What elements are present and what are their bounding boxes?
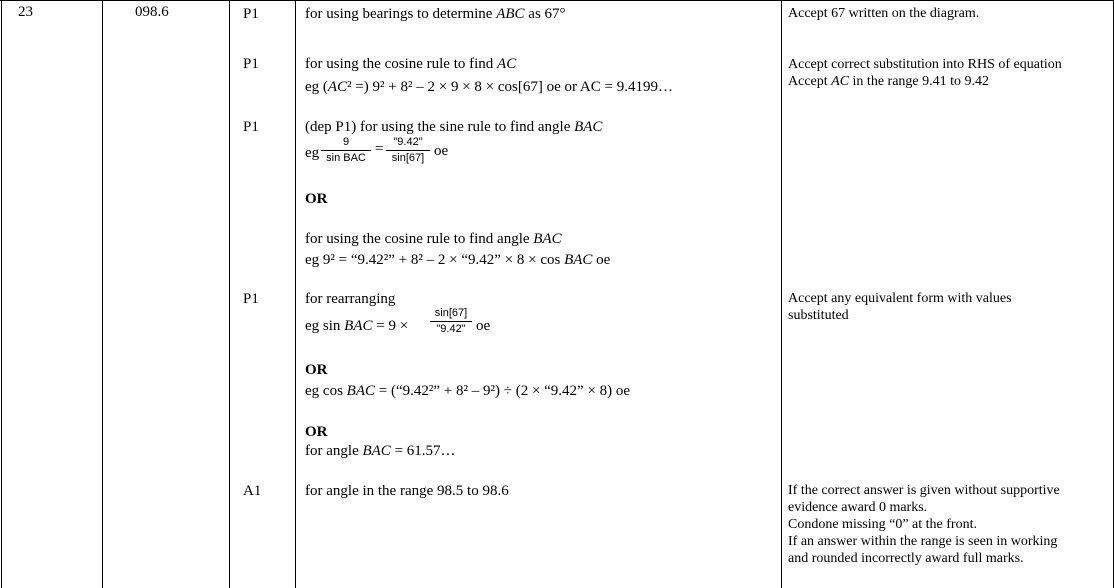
- equals-sign: =: [375, 141, 384, 157]
- answer-value: 098.6: [135, 4, 169, 20]
- guidance-text: evidence award 0 marks.: [788, 500, 928, 515]
- or-separator: OR: [305, 191, 328, 207]
- column-divider-question: [102, 0, 103, 588]
- column-divider-mark: [295, 0, 296, 588]
- guidance-text: Accept 67 written on the diagram.: [788, 6, 980, 21]
- fraction-denominator: sin BAC: [326, 152, 366, 164]
- working-text: (dep P1) for using the sine rule to find angle BAC: [305, 119, 603, 135]
- fraction-bar: [430, 321, 472, 322]
- oe-label: oe: [434, 143, 449, 159]
- working-example: eg 9² = “9.42²” + 8² – 2 × “9.42” × 8 × cos BAC oe: [305, 252, 611, 268]
- mark-code: P1: [243, 119, 259, 135]
- guidance-text: Condone missing “0” at the front.: [788, 517, 977, 532]
- mark-code: P1: [243, 6, 259, 22]
- mark-code: P1: [243, 56, 259, 72]
- oe-label: oe: [476, 318, 491, 334]
- table-left-border: [1, 0, 2, 588]
- working-example: eg (AC² =) 9² + 8² – 2 × 9 × 8 × cos[67] oe or AC = 9.4199…: [305, 79, 673, 95]
- working-text: for using bearings to determine ABC as 67°: [305, 6, 566, 22]
- guidance-text: If the correct answer is given without supportive: [788, 483, 1060, 498]
- question-number: 23: [18, 4, 33, 20]
- fraction-bar: [386, 150, 430, 151]
- table-top-border: [0, 0, 1114, 1]
- column-divider-answer: [229, 0, 230, 588]
- guidance-text: and rounded incorrectly award full marks.: [788, 551, 1024, 566]
- fraction-numerator: 9: [342, 136, 350, 148]
- fraction-denominator: sin[67]: [391, 152, 425, 164]
- example-label: eg: [305, 145, 320, 161]
- guidance-text: Accept any equivalent form with values: [788, 291, 1012, 306]
- working-example: eg sin BAC = 9 ×: [305, 318, 409, 334]
- or-separator: OR: [305, 362, 328, 378]
- fraction-denominator: "9.42": [436, 323, 466, 335]
- working-text: for rearranging: [305, 291, 396, 307]
- fraction-bar: [321, 150, 371, 151]
- guidance-text: substituted: [788, 308, 849, 323]
- working-text: for using the cosine rule to find AC: [305, 56, 517, 72]
- guidance-text: Accept correct substitution into RHS of equation: [788, 57, 1062, 72]
- fraction-numerator: sin[67]: [434, 307, 468, 319]
- mark-code: P1: [243, 291, 259, 307]
- working-example: eg cos BAC = (“9.42²” + 8² – 9²) ÷ (2 × “9.42” × 8) oe: [305, 383, 631, 399]
- or-separator: OR: [305, 424, 328, 440]
- mark-code: A1: [243, 483, 262, 499]
- working-text: for angle in the range 98.5 to 98.6: [305, 483, 509, 499]
- guidance-text: Accept AC in the range 9.41 to 9.42: [788, 74, 990, 89]
- fraction-numerator: "9.42": [393, 136, 423, 148]
- guidance-text: If an answer within the range is seen in working: [788, 534, 1058, 549]
- working-text: for using the cosine rule to find angle BAC: [305, 231, 562, 247]
- column-divider-working: [781, 0, 782, 588]
- working-text: for angle BAC = 61.57…: [305, 443, 456, 459]
